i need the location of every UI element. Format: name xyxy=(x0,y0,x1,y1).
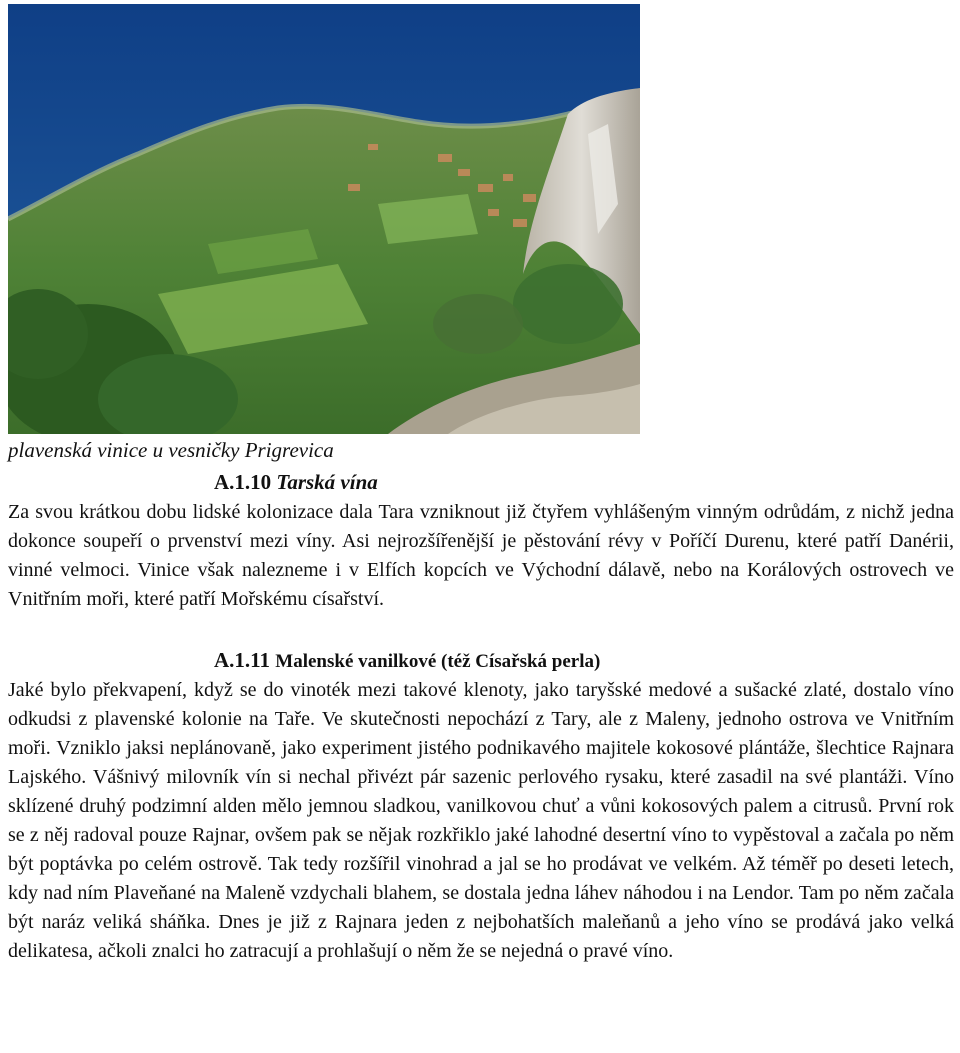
paragraph-malenske-vanilkove: Jaké bylo překvapení, když se do vinoték mezi takové klenoty, jako taryšské medové a sušacké zlaté, dostalo víno odkudsi z plavenské kolonie na Taře. Ve skutečnosti nepochází z Tary, ale z Maleny, jednoho ostrova ve Vnitřním moři. Vzniklo jaksi neplánovaně, jako experiment jistého podnikavého majitele kokosové plántáže, šlechtice Rajnara Lajského. Vášnivý milovník vín si nechal přivézt pár sazenic perlového rysaku, které zasadil na své plantáži. Víno sklízené druhý podzimní alden mělo jemnou sladkou, vanilkovou chuť a vůni kokosových palem a citrusů. První rok se z něj radoval pouze Rajnar, ovšem pak se nějak rozkřiklo jaké lahodné desertní víno to vypěstoval a začala po něm být poptávka po celém ostrově. Tak tedy rozšířil vinohrad a jal se ho prodávat ve velkém. Až téměř po deseti letech, kdy nad ním Plaveňané na Maleně vzdychali blahem, se dostala jedna láhev náhodou i na Lendor. Tam po něm začala být naráz veliká sháňka. Dnes je již z Rajnara jeden z nejbohatších maleňanů a jeho víno se prodává jako velká delikatesa, ačkoli znalci ho zatracují a prohlašují o něm že se nejedná o pravé víno. xyxy=(8,679,954,962)
section-title: Malenské vanilkové (též Císařská perla) xyxy=(275,651,601,672)
section-number: A.1.10 xyxy=(214,470,272,494)
section-heading-malenske-vanilkove xyxy=(214,645,600,677)
section-title: Tarská vína xyxy=(276,470,378,494)
section-number: A.1.11 xyxy=(214,648,271,672)
section-heading-tarska-vina xyxy=(214,467,378,497)
paragraph-tarska-vina: Za svou krátkou dobu lidské kolonizace dala Tara vzniknout již čtyřem vyhlášeným vinným odrůdám, z nichž jedna dokonce soupeří o prvenství mezi víny. Asi nejrozšířenější je pěstování révy v Poříčí Durenu, které patří Danérii, vinné velmoci. Vinice však nalezneme i v Elfích kopcích ve Východní dálavě, nebo na Korálových ostrovech ve Vnitřním moři, které patří Mořskému císařství. xyxy=(8,501,954,610)
vineyard-coast-photo xyxy=(8,4,640,434)
photo-caption: plavenská vinice u vesničky Prigrevica xyxy=(8,438,334,462)
